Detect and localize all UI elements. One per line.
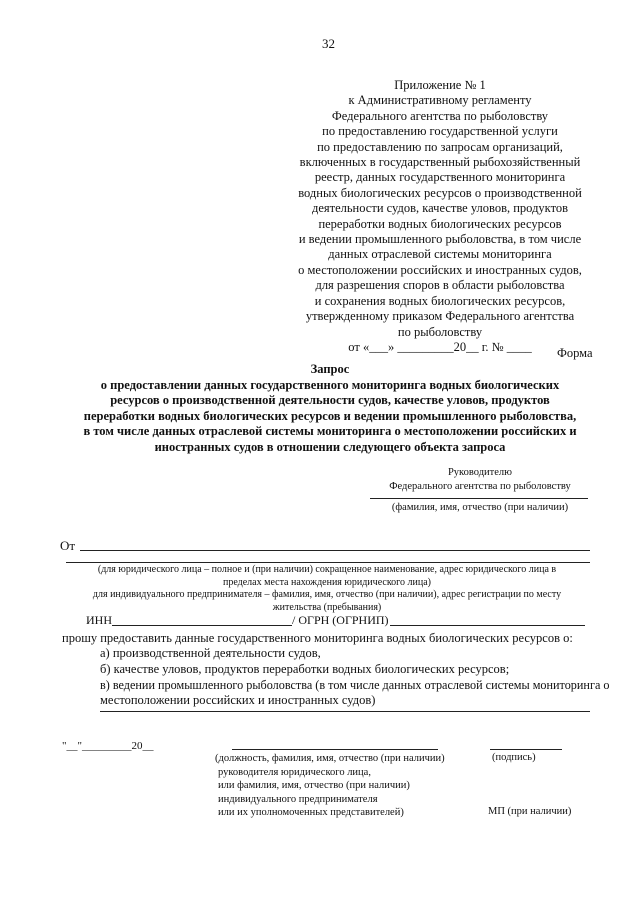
title-line: переработки водных биологических ресурсов и ведении промышленного рыболовства,	[83, 408, 577, 423]
annex-line: утвержденному приказом Федерального агентства	[305, 309, 575, 324]
from-label: От	[60, 538, 76, 553]
annex-line: деятельности судов, качестве уловов, продуктов	[311, 201, 569, 216]
position-line: руководителя юридического лица,	[218, 766, 371, 778]
inn-field-line[interactable]	[112, 625, 292, 626]
annex-line: водных биологических ресурсов о производственной	[298, 185, 582, 200]
annex-date-line: от «___» _________20__ г. № ____	[348, 339, 532, 354]
annex-line: для разрешения споров в области рыболовства	[315, 278, 565, 293]
title-line: о предоставлении данных государственного мониторинга водных биологических	[100, 377, 560, 392]
annex-line: Федерального агентства по рыболовству	[331, 108, 549, 123]
annex-block	[260, 78, 620, 355]
annex-line: по рыболовству	[397, 324, 483, 339]
request-extra-line[interactable]	[100, 711, 590, 712]
annex-line: о местоположении российских и иностранных судов,	[298, 262, 582, 277]
request-item-b: б) качестве уловов, продуктов переработки водных биологических ресурсов;	[100, 662, 510, 676]
ogrn-field-line[interactable]	[390, 625, 585, 626]
addressee-line: Руководителю	[447, 467, 513, 478]
position-line: или фамилия, имя, отчество (при наличии)	[218, 780, 410, 792]
signature-date: "__"_________20__	[62, 740, 154, 752]
signature-field-line[interactable]	[490, 749, 562, 750]
annex-line: реестр, данных государственного мониторинга	[314, 170, 566, 185]
caption-line: для индивидуального предпринимателя – фамилия, имя, отчество (при наличии), адрес регистрации по месту	[92, 589, 562, 600]
annex-line: по предоставлению государственной услуги	[322, 124, 558, 139]
title-heading: Запрос	[310, 362, 350, 376]
annex-line: к Административному регламенту	[348, 93, 532, 108]
caption-line: жительства (пребывания)	[272, 601, 382, 613]
addressee-line: Федерального агентства по рыболовству	[389, 481, 571, 492]
annex-line: Приложение № 1	[394, 78, 486, 92]
title-line: иностранных судов в отношении следующего объекта запроса	[154, 439, 506, 454]
addressee-caption: (фамилия, имя, отчество (при наличии)	[391, 502, 569, 513]
position-line: индивидуального предпринимателя	[218, 793, 378, 805]
position-caption	[215, 752, 445, 820]
from-caption-legal	[62, 564, 592, 614]
request-intro: прошу предоставить данные государственного мониторинга водных биологических ресурсов о:	[62, 631, 573, 645]
request-item-c: в) ведении промышленного рыболовства (в том числе данных отраслевой системы мониторинга о	[100, 678, 610, 692]
request-item-a: а) производственной деятельности судов,	[100, 646, 321, 660]
request-item-c-cont: местоположении российских и иностранных судов)	[100, 693, 376, 707]
annex-line: данных отраслевой системы мониторинга	[328, 247, 552, 262]
title-line: ресурсов о производственной деятельности судов, качестве уловов, продуктов	[110, 393, 550, 408]
annex-line: включенных в государственный рыбохозяйственный	[299, 155, 581, 170]
from-field-line[interactable]	[80, 550, 590, 551]
caption-line: (для юридического лица – полное и (при наличии) сокращенное наименование, адрес юридического лица в	[97, 564, 557, 575]
title-line: в том числе данных отраслевой системы мониторинга о местоположении российских и	[83, 424, 577, 439]
annex-line: и ведении промышленного рыболовства, в том числе	[298, 232, 582, 247]
position-field-line[interactable]	[232, 749, 438, 750]
addressee-underline	[370, 498, 588, 499]
caption-line: пределах места нахождения юридического лица)	[223, 576, 431, 588]
position-line: (должность, фамилия, имя, отчество (при наличии)	[215, 753, 445, 764]
addressee-block	[360, 466, 600, 494]
annex-line: переработки водных биологических ресурсов	[318, 216, 562, 231]
ogrn-label: / ОГРН (ОГРНИП)	[292, 613, 389, 627]
page-number: 32	[322, 36, 335, 51]
signature-caption: (подпись)	[492, 752, 536, 763]
from-field-line-2[interactable]	[66, 562, 590, 563]
request-title	[60, 362, 600, 456]
form-label: Форма	[557, 346, 593, 360]
stamp-label: МП (при наличии)	[488, 806, 572, 817]
annex-line: по предоставлению по запросам организаций,	[317, 139, 563, 154]
annex-line: и сохранения водных биологических ресурсов,	[314, 293, 566, 308]
inn-label: ИНН	[86, 613, 112, 627]
position-line: или их уполномоченных представителей)	[218, 807, 404, 819]
